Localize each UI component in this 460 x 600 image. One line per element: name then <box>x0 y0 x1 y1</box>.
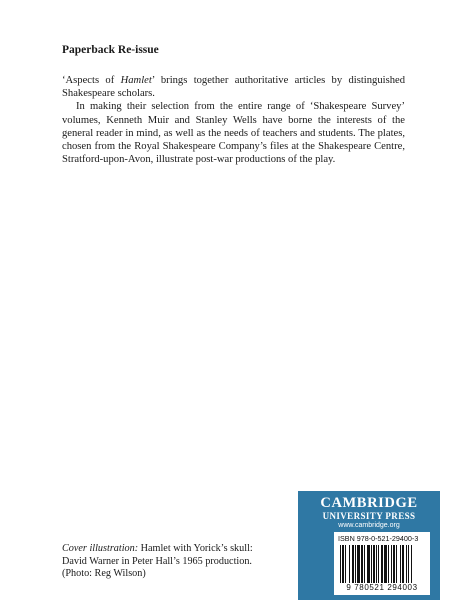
blurb-paragraph-2: In making their selection from the entire range of ‘Shakespeare Survey’ volumes, Kenneth Muir and Stanley Wells have borne the interests of the general reader in mind, as well as the needs of teachers and students. The plates, chosen from the Royal Shakespeare Company’s files at the Shakespeare Centre, Stratford-upon-Avon, illustrate post-war productions of the play. <box>62 101 405 166</box>
barcode-icon <box>340 545 424 583</box>
publisher-name: CAMBRIDGE <box>320 495 418 511</box>
blurb-paragraph-1: ‘Aspects of Hamlet’ brings together authoritative articles by distinguished Shakespeare scholars. <box>62 75 405 100</box>
cover-illustration-line2: David Warner in Peter Hall’s 1965 production. <box>62 555 252 567</box>
cover-illustration-line1: Hamlet with Yorick’s skull: <box>140 543 253 554</box>
publisher-url: www.cambridge.org <box>338 522 400 529</box>
barcode-digits: 9 780521 294003 <box>346 583 418 592</box>
cover-illustration-label: Cover illustration: <box>62 543 139 554</box>
cover-illustration-line3: (Photo: Reg Wilson) <box>62 568 146 580</box>
section-heading: Paperback Re-issue <box>62 44 159 56</box>
book-title-italic: Hamlet <box>120 75 152 86</box>
publisher-subtitle: UNIVERSITY PRESS <box>322 511 416 521</box>
barcode-box <box>334 532 430 595</box>
isbn-text: ISBN 978-0-521-29400-3 <box>338 534 419 543</box>
cover-illustration-credit <box>62 543 322 581</box>
publisher-panel <box>298 491 440 600</box>
blurb-text <box>62 74 405 166</box>
